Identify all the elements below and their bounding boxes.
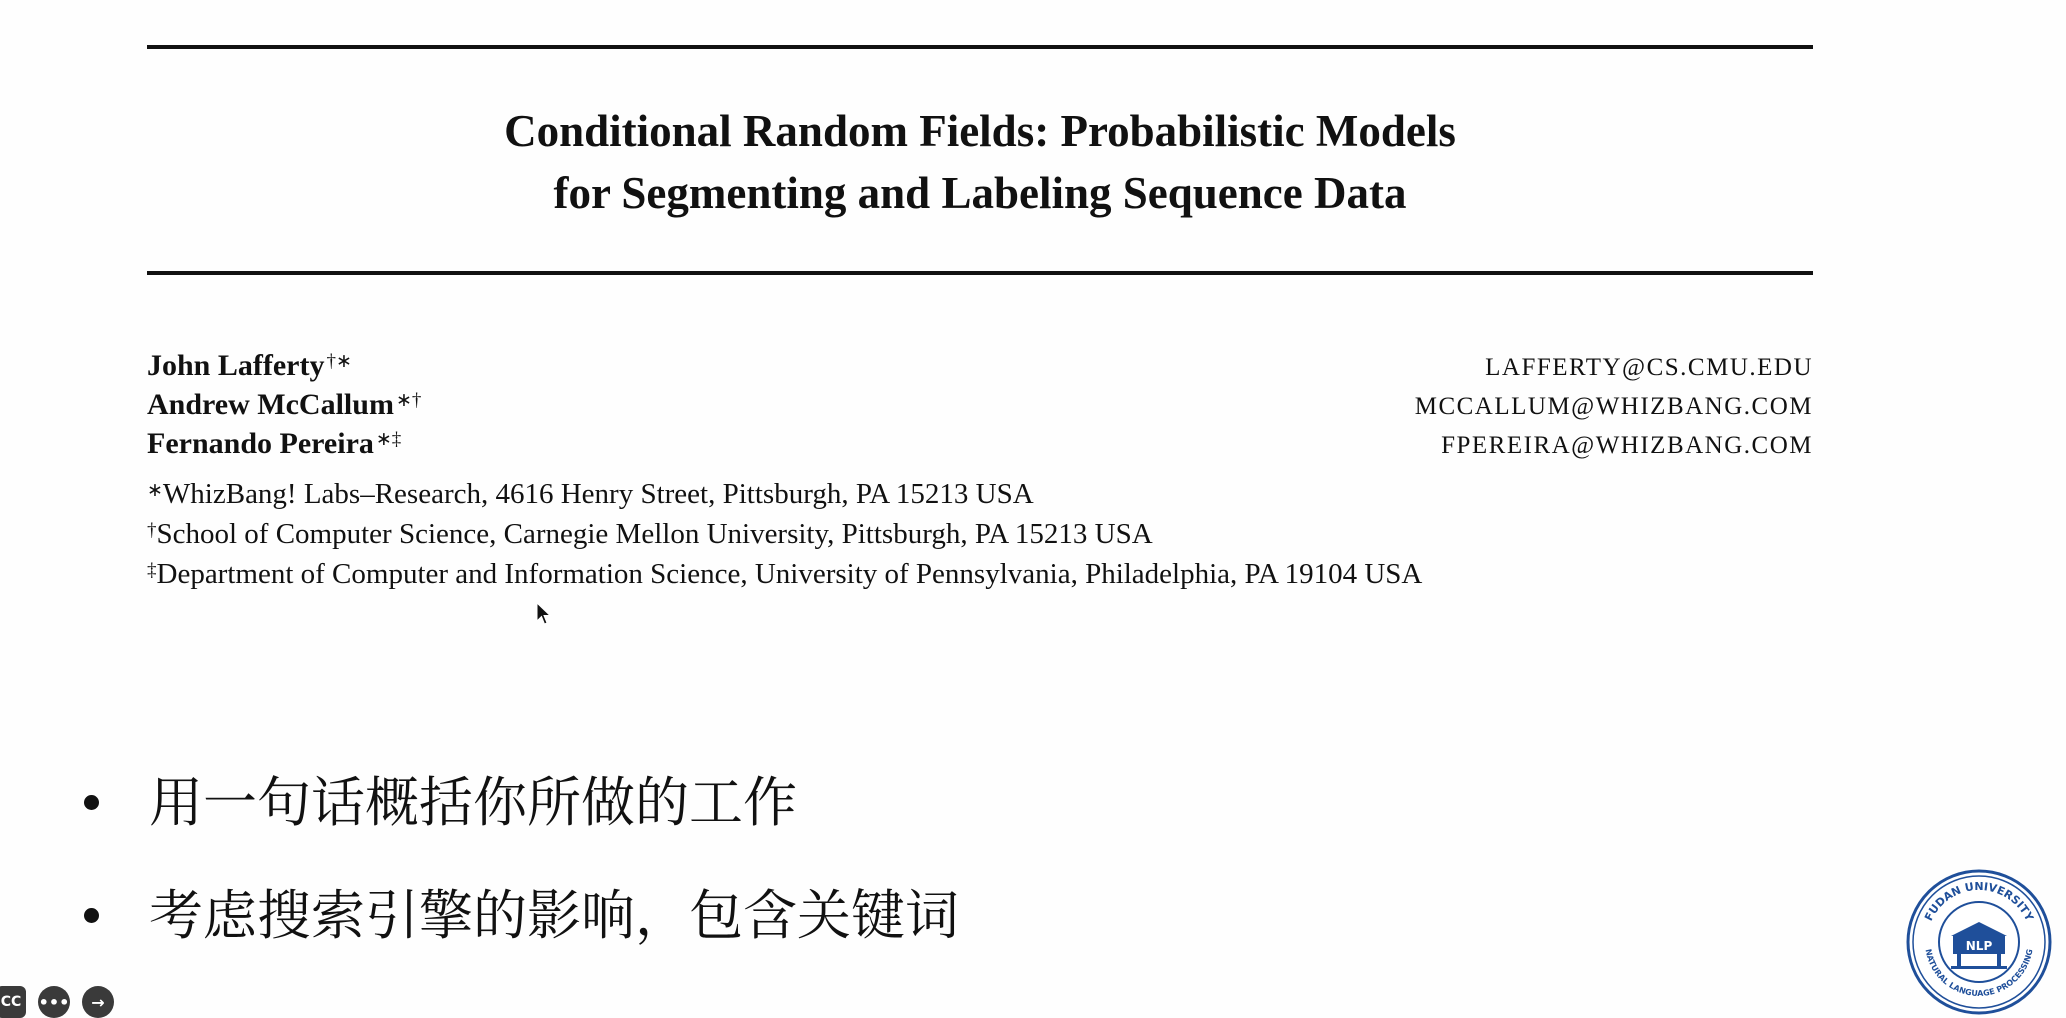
author-marks: ∗‡ [375,429,402,450]
player-controls [0,986,114,1018]
title-bottom-rule [147,271,1813,275]
logo-center-text: NLP [1965,939,1993,953]
slide-bullet [78,859,959,972]
author-row [147,385,1813,424]
affiliation-symbol: ‡ [147,560,157,581]
fudan-nlp-logo [1905,868,2053,1016]
author-email: LAFFERTY@CS.CMU.EDU [1485,354,1813,381]
affiliation-symbol: ∗ [147,480,163,501]
bullet-dot-icon [84,908,99,923]
title-top-rule [147,45,1813,49]
affiliation-list [147,474,1847,594]
bullet-text: 用一句话概括你所做的工作 [149,770,797,834]
affiliation-line [147,514,1847,554]
author-marks: †∗ [326,351,352,372]
closed-captions-button[interactable]: CC [0,986,26,1018]
author-name: Fernando Pereira [147,427,374,460]
logo-bottom-text: NATURAL LANGUAGE PROCESSING [1923,948,2035,999]
bullet-text: 考虑搜索引擎的影响，包含关键词 [149,883,959,947]
author-row [147,346,1813,385]
author-row [147,424,1813,463]
author-marks: ∗† [395,390,422,411]
bullet-dot-icon [84,795,99,810]
paper-title-line-2: for Segmenting and Labeling Sequence Data [553,168,1407,218]
next-slide-button[interactable]: → [82,986,114,1018]
affiliation-symbol: † [147,520,157,541]
paper-title-line-1: Conditional Random Fields: Probabilistic Models [504,106,1456,156]
slide-bullet [78,746,959,859]
paper-title [147,100,1813,224]
slide-bullet-list [78,746,959,972]
affiliation-text: WhizBang! Labs–Research, 4616 Henry Street, Pittsburgh, PA 15213 USA [162,478,1034,510]
author-name: John Lafferty [147,349,325,382]
author-email: MCCALLUM@WHIZBANG.COM [1414,393,1813,420]
logo-top-text: FUDAN UNIVERSITY [1922,879,2036,924]
affiliation-line [147,554,1847,594]
author-email: FPEREIRA@WHIZBANG.COM [1441,432,1813,459]
author-list [147,346,1813,463]
affiliation-text: Department of Computer and Information Science, University of Pennsylvania, Philadelphia, PA 19104 USA [156,558,1423,590]
more-options-button[interactable]: ••• [38,986,70,1018]
affiliation-line [147,474,1847,514]
mouse-pointer-icon [536,602,552,626]
affiliation-text: School of Computer Science, Carnegie Mellon University, Pittsburgh, PA 15213 USA [156,518,1153,550]
author-name: Andrew McCallum [147,388,394,421]
